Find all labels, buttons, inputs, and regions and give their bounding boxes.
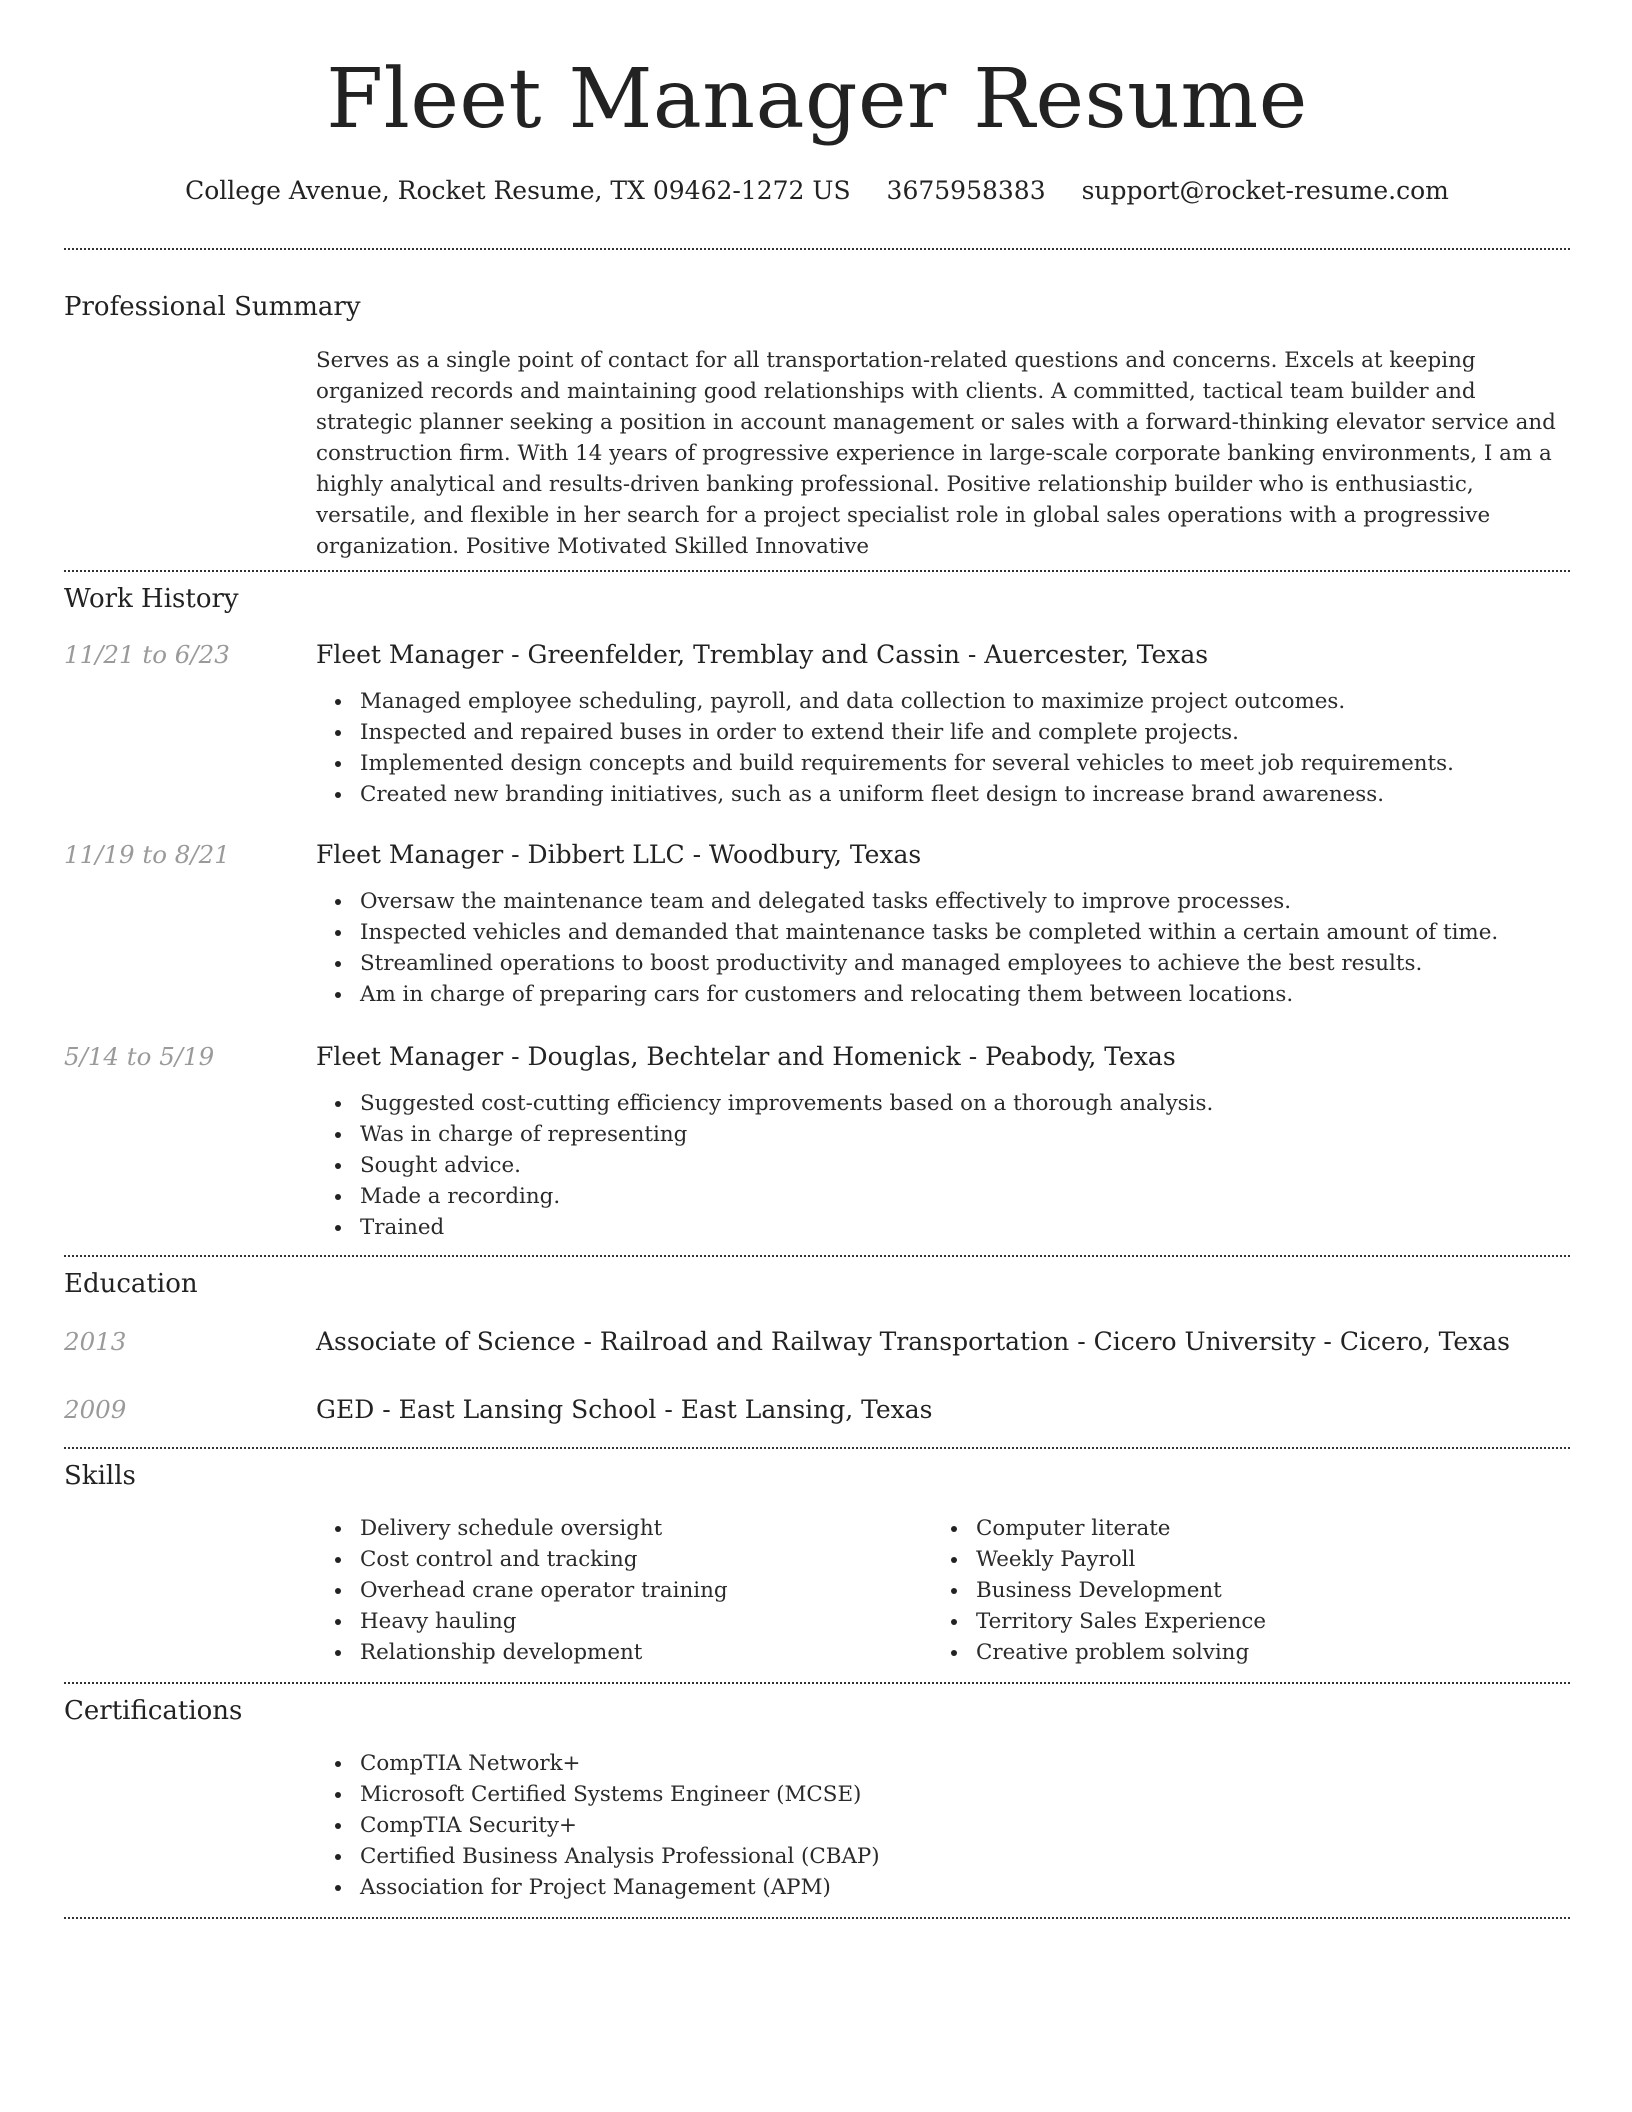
education-year: 2009 — [64, 1395, 127, 1424]
divider — [64, 1682, 1570, 1684]
divider — [64, 570, 1570, 572]
section-heading-work-history: Work History — [64, 584, 239, 614]
list-item: Sought advice. — [316, 1150, 1570, 1181]
certifications-section — [64, 1694, 1570, 1903]
divider — [64, 1255, 1570, 1257]
list-item: Territory Sales Experience — [932, 1606, 1548, 1637]
skills-section — [64, 1459, 1570, 1668]
job-title: Fleet Manager - Douglas, Bechtelar and Homenick - Peabody, Texas — [316, 1042, 1176, 1071]
job-entry — [64, 638, 1570, 810]
list-item: Microsoft Certified Systems Engineer (MCSE) — [316, 1779, 1570, 1810]
education-entry — [64, 1325, 1570, 1359]
list-item: Computer literate — [932, 1513, 1548, 1544]
section-heading-skills: Skills — [64, 1461, 136, 1491]
job-entry — [64, 1040, 1570, 1243]
summary-text: Serves as a single point of contact for all transportation-related questions and concerns. Excels at keeping organized records and maintaining good relationships with clients. A committed, tactical team builder and strategic planner seeking a position in account management or sales with a forward-thinking elevator service and construction firm. With 14 years of progressive experience in large-scale corporate banking environments, I am a highly analytical and results-driven banking professional. Positive relationship builder who is enthusiastic, versatile, and flexible in her search for a project specialist role in global sales operations with a progressive organization. Positive Motivated Skilled Innovative — [316, 348, 1556, 559]
list-item: Made a recording. — [316, 1181, 1570, 1212]
contact-email: support@rocket-resume.com — [1081, 176, 1449, 205]
list-item: Cost control and tracking — [316, 1544, 932, 1575]
list-item: Trained — [316, 1212, 1570, 1243]
divider — [64, 1917, 1570, 1919]
list-item: Oversaw the maintenance team and delegated tasks effectively to improve processes. — [316, 886, 1570, 917]
contact-phone: 3675958383 — [886, 176, 1046, 205]
list-item: Suggested cost-cutting efficiency improvements based on a thorough analysis. — [316, 1088, 1570, 1119]
job-header — [64, 838, 1570, 872]
divider — [64, 248, 1570, 250]
list-item: Heavy hauling — [316, 1606, 932, 1637]
contact-line — [64, 174, 1570, 208]
job-bullets — [316, 1088, 1570, 1243]
section-heading-summary: Professional Summary — [64, 292, 361, 322]
list-item: CompTIA Network+ — [316, 1748, 1570, 1779]
work-history-section — [64, 582, 1570, 1243]
summary-section — [64, 290, 1570, 562]
list-item: Association for Project Management (APM) — [316, 1872, 1570, 1903]
job-header — [64, 1040, 1570, 1074]
job-dates: 11/19 to 8/21 — [64, 840, 230, 869]
certifications-list — [316, 1748, 1570, 1903]
education-entry — [64, 1393, 1570, 1427]
contact-address: College Avenue, Rocket Resume, TX 09462-1272 US — [185, 176, 851, 205]
list-item: Certified Business Analysis Professional (CBAP) — [316, 1841, 1570, 1872]
section-heading-certifications: Certifications — [64, 1696, 243, 1726]
list-item: Delivery schedule oversight — [316, 1513, 932, 1544]
job-header — [64, 638, 1570, 672]
list-item: Business Development — [932, 1575, 1548, 1606]
job-dates: 5/14 to 5/19 — [64, 1042, 215, 1071]
job-bullets — [316, 686, 1570, 810]
divider — [64, 1447, 1570, 1449]
skills-list-right — [932, 1513, 1548, 1668]
list-item: Created new branding initiatives, such as a uniform fleet design to increase brand awareness. — [316, 779, 1570, 810]
list-item: Implemented design concepts and build requirements for several vehicles to meet job requirements. — [316, 748, 1570, 779]
list-item: Inspected vehicles and demanded that maintenance tasks be completed within a certain amount of time. — [316, 917, 1570, 948]
education-year: 2013 — [64, 1327, 127, 1356]
education-degree: Associate of Science - Railroad and Railway Transportation - Cicero University - Cicero, Texas — [316, 1327, 1511, 1356]
list-item: Relationship development — [316, 1637, 932, 1668]
list-item: Was in charge of representing — [316, 1119, 1570, 1150]
skills-list-left — [316, 1513, 932, 1668]
list-item: Managed employee scheduling, payroll, and data collection to maximize project outcomes. — [316, 686, 1570, 717]
education-degree: GED - East Lansing School - East Lansing, Texas — [316, 1395, 933, 1424]
list-item: Am in charge of preparing cars for customers and relocating them between locations. — [316, 979, 1570, 1010]
list-item: Weekly Payroll — [932, 1544, 1548, 1575]
list-item: CompTIA Security+ — [316, 1810, 1570, 1841]
job-entry — [64, 838, 1570, 1010]
job-title: Fleet Manager - Dibbert LLC - Woodbury, Texas — [316, 840, 922, 869]
job-bullets — [316, 886, 1570, 1010]
education-section — [64, 1267, 1570, 1427]
list-item: Inspected and repaired buses in order to extend their life and complete projects. — [316, 717, 1570, 748]
section-heading-education: Education — [64, 1269, 198, 1299]
list-item: Overhead crane operator training — [316, 1575, 932, 1606]
list-item: Creative problem solving — [932, 1637, 1548, 1668]
list-item: Streamlined operations to boost productivity and managed employees to achieve the best results. — [316, 948, 1570, 979]
job-dates: 11/21 to 6/23 — [64, 640, 230, 669]
job-title: Fleet Manager - Greenfelder, Tremblay and Cassin - Auercester, Texas — [316, 640, 1209, 669]
resume-page — [64, 0, 1570, 1919]
skills-grid — [316, 1513, 1570, 1668]
page-title: Fleet Manager Resume — [326, 52, 1308, 147]
